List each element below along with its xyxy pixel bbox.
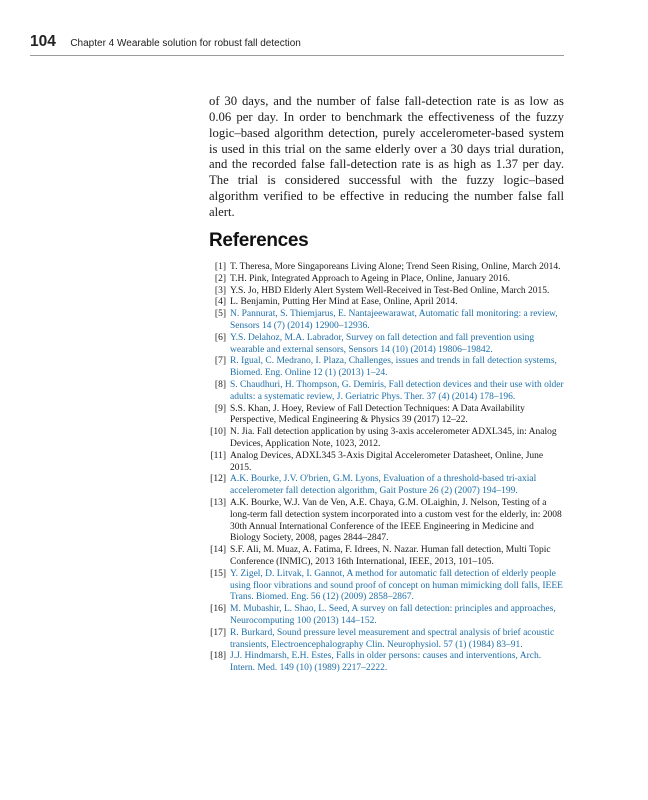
reference-link-text[interactable]: S. Chaudhuri, H. Thompson, G. Demiris, Fall detection devices and their use with older adults: a systematic review, J. Geriatric Phys. Ther. 37 (4) (2014) 178–196. [230, 379, 564, 402]
reference-number: [16] [210, 604, 226, 615]
reference-item[interactable] [209, 380, 565, 404]
reference-item[interactable] [209, 309, 565, 333]
reference-number: [17] [210, 627, 226, 638]
reference-list [209, 262, 565, 675]
reference-number: [14] [210, 545, 226, 556]
reference-text: Y.S. Jo, HBD Elderly Alert System Well-Received in Test-Bed Online, March 2015. [230, 285, 550, 296]
reference-item [209, 427, 565, 451]
reference-number: [13] [210, 497, 226, 508]
reference-link-text[interactable]: R. Burkard, Sound pressure level measurement and spectral analysis of brief acoustic transients, Electroencephalography Clin. Neurophysiol. 57 (1) (1984) 83–91. [230, 627, 555, 650]
reference-link-text[interactable]: J.J. Hindmarsh, E.H. Estes, Falls in older persons: causes and interventions, Arch. Intern. Med. 149 (10) (1989) 2217–2222. [230, 651, 542, 674]
chapter-title: Chapter 4 Wearable solution for robust fall detection [70, 38, 301, 49]
reference-item [209, 297, 565, 309]
reference-item [209, 286, 565, 298]
reference-text: T. Theresa, More Singaporeans Living Alone; Trend Seen Rising, Online, March 2014. [230, 262, 561, 272]
reference-link-text[interactable]: R. Igual, C. Medrano, I. Plaza, Challenges, issues and trends in fall detection systems, Biomed. Eng. Online 12 (1) (2013) 1–24. [230, 356, 557, 379]
reference-text: S.S. Khan, J. Hoey, Review of Fall Detection Techniques: A Data Availability Perspective, Medical Engineering & Physics 39 (2017) 12–22. [230, 403, 525, 426]
reference-text: A.K. Bourke, W.J. Van de Ven, A.E. Chaya, G.M. OLaighin, J. Nelson, Testing of a long-term fall detection system incorporated into a custom vest for the elderly, in: 2008 30th Annual International Conference of the IEEE Engineering in Medicine and Biology Society, 2008, pages 2844–2847. [230, 497, 562, 544]
reference-text: N. Jia. Fall detection application by using 3-axis accelerometer ADXL345, in: Analog Devices, Application Note, 1023, 2012. [230, 427, 557, 449]
reference-item [209, 498, 565, 545]
reference-link-text[interactable]: A.K. Bourke, J.V. O'brien, G.M. Lyons, Evaluation of a threshold-based tri-axial accelerometer fall detection algorithm, Gait Posture 26 (2) (2007) 194–199. [230, 474, 537, 497]
reference-text: L. Benjamin, Putting Her Mind at Ease, Online, April 2014. [230, 297, 458, 308]
body-paragraph: of 30 days, and the number of false fall-detection rate is as low as 0.06 per day. In order to benchmark the effectiveness of the fuzzy logic–based algorithm detection, purely accelerometer-based system is used in this trial on the same elderly over a 30 days trial duration, and the recorded false fall-detection rate is as high as 1.37 per day. The trial is considered successful with the fuzzy logic–based algorithm verified to be effective in reducing the number false fall alert. [209, 94, 564, 219]
reference-number: [4] [214, 297, 226, 308]
reference-number: [1] [214, 262, 226, 272]
reference-number: [7] [214, 356, 226, 367]
reference-number: [9] [214, 403, 226, 414]
reference-link-text[interactable]: Y. Zigel, D. Litvak, I. Gannot, A method for automatic fall detection of elderly people using floor vibrations and sound proof of concept on human mimicking doll falls, IEEE Trans. Biomed. Eng. 56 (12) (2009) 2858–2867. [230, 568, 563, 603]
reference-item [209, 274, 565, 286]
reference-number: [2] [214, 273, 226, 284]
reference-number: [18] [210, 651, 226, 662]
reference-text: Analog Devices, ADXL345 3-Axis Digital Accelerometer Datasheet, Online, June 2015. [230, 450, 544, 473]
reference-text: S.F. Ali, M. Muaz, A. Fatima, F. Idrees, N. Nazar. Human fall detection, Multi Topic Conference (INMIC), 2013 16th International, IEEE, 2013, 101–105. [230, 545, 551, 567]
reference-item [209, 404, 565, 428]
reference-link-text[interactable]: M. Mubashir, L. Shao, L. Seed, A survey on fall detection: principles and approaches, Neurocomputing 100 (2013) 144–152. [230, 604, 556, 626]
reference-number: [5] [214, 309, 226, 320]
reference-item[interactable] [209, 651, 565, 675]
reference-item [209, 262, 565, 274]
reference-text: T.H. Pink, Integrated Approach to Ageing in Place, Online, January 2016. [230, 273, 511, 284]
reference-item[interactable] [209, 628, 565, 652]
reference-link-text[interactable]: Y.S. Delahoz, M.A. Labrador, Survey on fall detection and fall prevention using wearable and external sensors, Sensors 14 (10) (2014) 19806–19842. [230, 332, 535, 355]
reference-number: [8] [214, 379, 226, 390]
reference-item [209, 545, 565, 569]
reference-item[interactable] [209, 356, 565, 380]
reference-item[interactable] [209, 604, 565, 628]
reference-item[interactable] [209, 569, 565, 604]
reference-number: [12] [210, 474, 226, 485]
reference-item [209, 451, 565, 475]
reference-link-text[interactable]: N. Pannurat, S. Thiemjarus, E. Nantajeewarawat, Automatic fall monitoring: a review, Sensors 14 (7) (2014) 12900–12936. [230, 309, 558, 331]
reference-item[interactable] [209, 474, 565, 498]
reference-number: [3] [214, 285, 226, 296]
running-header [30, 33, 564, 56]
page-number: 104 [30, 33, 56, 50]
reference-number: [15] [210, 568, 226, 579]
reference-item[interactable] [209, 333, 565, 357]
reference-number: [6] [214, 332, 226, 343]
references-heading: References [209, 230, 309, 251]
reference-number: [11] [210, 450, 226, 461]
reference-number: [10] [210, 427, 226, 438]
